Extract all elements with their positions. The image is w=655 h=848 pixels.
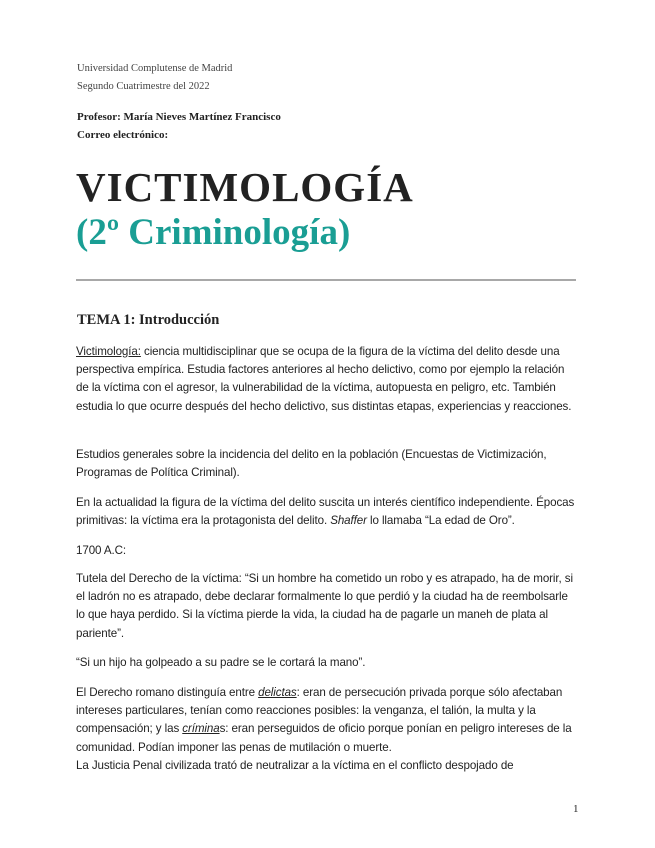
roman-text-b: : eran de persecución privada porque sólo afectaban intereses particulares, tenían como reacciones posibles: la venganza, el talión, la multa y la compensación; y las <box>76 686 563 736</box>
document-title: VICTIMOLOGÍA <box>76 164 414 210</box>
paragraph-current <box>76 494 576 530</box>
semester-line: Segundo Cuatrimestre del 2022 <box>77 81 210 92</box>
term-crimina: crímina <box>182 722 220 736</box>
roman-text-c: s: eran perseguidos de oficio porque ponían en peligro intereses de la comunidad. Podían imponer las penas de mutilación o muerte. <box>76 722 572 754</box>
shaffer-name: Shaffer <box>330 514 367 528</box>
term-delictas: delictas <box>258 686 297 699</box>
paragraph-roman-law <box>76 684 576 757</box>
paragraph-studies: Estudios generales sobre la incidencia del delito en la población (Encuestas de Victimización, Programas de Política Criminal). <box>76 448 547 480</box>
horizontal-rule <box>76 279 576 281</box>
paragraph-date: 1700 A.C: <box>76 544 127 557</box>
term-victimologia: Victimología: <box>76 345 141 358</box>
section-heading: TEMA 1: Introducción <box>77 312 220 328</box>
paragraph-quote: “Si un hijo ha golpeado a su padre se le cortará la mano”. <box>76 656 366 669</box>
current-text: En la actualidad la figura de la víctima del delito suscita un interés científico independiente. Épocas primitivas: la víctima era la protagonista del delito. <box>76 496 575 528</box>
email-label: Correo electrónico: <box>77 129 169 141</box>
paragraph-justice: La Justicia Penal civilizada trató de neutralizar a la víctima en el conflicto despojado de <box>76 759 514 772</box>
university-name: Universidad Complutense de Madrid <box>77 63 233 74</box>
roman-text-a: El Derecho romano distinguía entre <box>76 686 259 699</box>
current-end: lo llamaba “La edad de Oro”. <box>366 514 515 528</box>
professor-line: Profesor: María Nieves Martínez Francisco <box>77 111 281 123</box>
document-subtitle: (2º Criminología) <box>76 212 351 253</box>
paragraph-definition <box>76 343 576 416</box>
page-number: 1 <box>573 803 579 815</box>
paragraph-tutela: Tutela del Derecho de la víctima: “Si un hombre ha cometido un robo y es atrapado, ha de morir, si el ladrón no es atrapado, debe declarar formalmente lo que perdió y la ciudad ha de reembolsarle lo que haya perdido. Si la víctima pierde la vida, la ciudad ha de pagarle un maneh de plata al pariente”. <box>76 572 573 640</box>
definition-text: ciencia multidisciplinar que se ocupa de la figura de la víctima del delito desde una perspectiva empírica. Estudia factores anteriores al hecho delictivo, como por ejemplo la relación de la víctima con el agresor, la vulnerabilidad de la víctima, autopuesta en peligro, etc. También estudia lo que ocurre después del hecho delictivo, sus distintas etapas, experiencias y reacciones. <box>76 345 572 413</box>
